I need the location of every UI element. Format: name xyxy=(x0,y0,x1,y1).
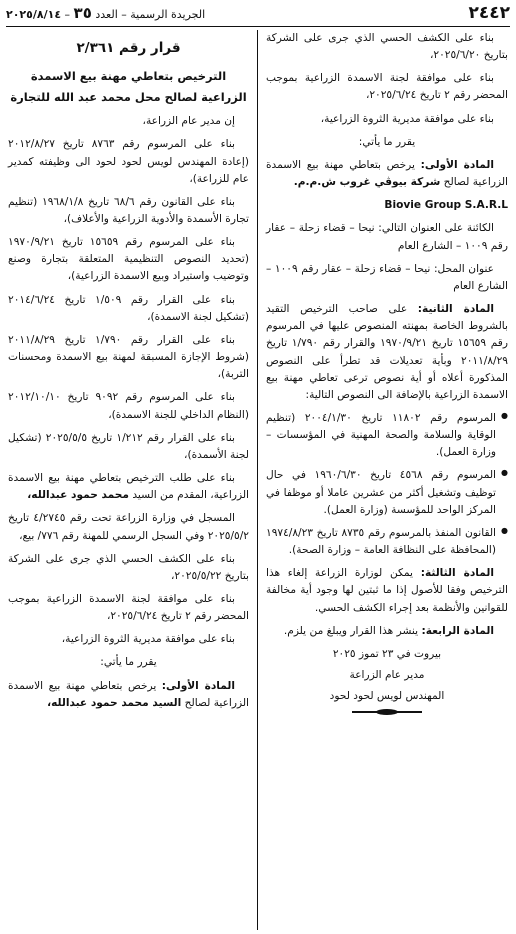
publication-line: الجريدة الرسمية – العدد ٣٥ – ٢٠٢٥/٨/١٤ xyxy=(6,4,206,22)
decides-line: يقرر ما يأتي: xyxy=(100,656,157,669)
article-1 xyxy=(266,157,508,191)
text-paragraph: بناء على القرار رقم ١/٧٩٠ تاريخ ٢٠١١/٨/٢٩ (شروط الإجازة المسبقة لمهنة بيع الاسمدة ومحسنات التربة)، xyxy=(8,333,249,381)
text-paragraph: بناء على موافقة مديرية الثروة الزراعية، xyxy=(320,112,494,125)
signature-date: بيروت في ٢٣ تموز ٢٠٢٥ xyxy=(332,647,442,660)
text-paragraph: بناء على المرسوم رقم ٩٠٩٢ تاريخ ٢٠١٢/١٠/١٠ (النظام الداخلي للجنة الاسمدة)، xyxy=(8,391,249,421)
text-paragraph: بناء على موافقة لجنة الاسمدة الزراعية بموجب المحضر رقم ٢ تاريخ ٢٠٢٥/٦/٢٤، xyxy=(266,72,508,102)
company-name: شركة بيوڤي غروب ش.م.م. xyxy=(293,176,441,189)
text-paragraph: بناء على المرسوم رقم ١٥٦٥٩ تاريخ ١٩٧٠/٩/٢١ (تحديد النصوص التنظيمية المتعلقة بتجارة وصنع وتوضيب واستيراد وبيع الاسمدة الزراعية)، xyxy=(8,236,249,283)
article-label: المادة الأولى: xyxy=(161,679,235,692)
text-paragraph: بناء على المرسوم رقم ٨٧٦٣ تاريخ ٢٠١٢/٨/٢٧ (إعادة المهندس لويس لحود لحود الى وظيفته كمدير عام للزراعة)، xyxy=(8,138,249,185)
left-column xyxy=(6,30,258,930)
list-item: ● القانون المنفذ بالمرسوم رقم ٨٧٣٥ تاريخ ١٩٧٤/٨/٢٣ (المحافظة على النظافة العامة – وزارة الصحة). xyxy=(266,525,508,559)
page-header xyxy=(6,0,510,27)
shop-address: عنوان المحل: نيحا – قضاء زحلة – عقار رقم ١٠٠٩ – الشارع العام xyxy=(266,262,508,292)
paragraph-text: بناء على طلب الترخيص بتعاطي مهنة بيع الاسمدة الزراعية، المقدم من السيد xyxy=(8,472,249,502)
text-paragraph: بناء على القرار رقم ١/٢١٢ تاريخ ٢٠٢٥/٥/٥ (تشكيل لجنة الأسمدة)، xyxy=(8,431,249,461)
article-text: يمكن لوزارة الزراعة إلغاء هذا الترخيص وفقا للأصول إذا ما ثبتين لها وجود أية مخالفة للقوانين والأنظمة بعد إجراء الكشف الحسي. xyxy=(266,567,508,614)
publication-name: الجريدة الرسمية – العدد xyxy=(95,8,206,21)
right-column xyxy=(258,30,510,930)
article-label: المادة الرابعة: xyxy=(421,624,494,637)
issue-date: ٢٠٢٥/٨/١٤ xyxy=(6,8,62,21)
signature-title: مدير عام الزراعة xyxy=(349,669,425,681)
section-divider xyxy=(352,709,422,715)
page-number: ٢٤٤٢ xyxy=(468,3,510,23)
article-2 xyxy=(266,301,508,404)
text-paragraph: بناء على القانون رقم ٦٨/٦ تاريخ ١٩٦٨/١/٨ (تنظيم تجارة الأسمدة والأدوية الزراعية والأعلاف)، xyxy=(8,195,249,226)
decides-line: يقرر ما يأتي: xyxy=(358,135,416,148)
text-paragraph: بناء على القرار رقم ١/٥٠٩ تاريخ ٢٠١٤/٦/٢٤ (تشكيل لجنة الاسمدة)، xyxy=(8,293,249,323)
article-text: يرخص بتعاطي مهنة بيع الاسمدة الزراعية لصالح xyxy=(266,158,508,189)
list-item: ● المرسوم رقم ٤٥٦٨ تاريخ ١٩٦٠/٦/٣٠ في حال توظيف وتشغيل أكثر من عشرين عاملا أو موظفا في المركز الواحد للمؤسسة (وزارة العمل). xyxy=(266,467,508,518)
intro-line: إن مدير عام الزراعة، xyxy=(142,115,235,128)
article-label: المادة الثانية: xyxy=(417,303,495,316)
article-label: المادة الثالثة: xyxy=(420,567,494,580)
article-3 xyxy=(266,565,508,616)
article-label: المادة الأولى: xyxy=(420,158,495,171)
text-paragraph: بناء على الكشف الحسي الذي جرى على الشركة بتاريخ ٢٠٢٥/٥/٢٢، xyxy=(8,552,249,582)
list-item: ● المرسوم رقم ١١٨٠٢ تاريخ ٢٠٠٤/١/٣٠ (تنظيم الوقاية والسلامة والصحة المهنية في المؤسسات – وزارة العمل). xyxy=(266,410,508,461)
text-paragraph xyxy=(8,470,249,504)
text-paragraph: بناء على الكشف الحسي الذي جرى على الشركة بتاريخ ٢٠٢٥/٦/٢٠، xyxy=(266,32,508,62)
text-paragraph: بناء على موافقة لجنة الاسمدة الزراعية بموجب المحضر رقم ٢ تاريخ ٢٠٢٥/٦/٢٤، xyxy=(8,592,249,623)
decision-subject: الترخيص بتعاطي مهنة بيع الاسمدة الزراعية لصالح محل محمد عبد الله للتجارة xyxy=(10,68,247,104)
applicant-name: محمد حمود عبدالله، xyxy=(27,489,129,502)
issue-number: ٣٥ xyxy=(73,4,92,22)
article-1 xyxy=(8,678,249,712)
beneficiary-name: السيد محمد حمود عبدالله، xyxy=(47,696,182,709)
article-4 xyxy=(266,623,508,640)
text-paragraph: المسجل في وزارة الزراعة تحت رقم ٤/٢٧٤٥ تاريخ ٢٠٢٥/٥/٢ وفي السجل الرسمي للمهنة رقم ٧٧٦/ بيع، xyxy=(8,512,249,542)
company-name-latin: Biovie Group S.A.R.L xyxy=(384,199,508,212)
signature-name: المهندس لويس لحود لحود xyxy=(329,690,445,703)
two-columns xyxy=(6,30,510,930)
text-paragraph: بناء على موافقة مديرية الثروة الزراعية، xyxy=(61,633,235,646)
company-address: الكائنة على العنوان التالي: نيحا – قضاء زحلة – عقار رقم ١٠٠٩ – الشارع العام xyxy=(266,222,508,252)
article-text: يرخص بتعاطي مهنة بيع الاسمدة الزراعية لصالح xyxy=(8,679,249,709)
article-text: ينشر هذا القرار ويبلغ من يلزم. xyxy=(283,624,419,637)
decision-title: قرار رقم ٢/٣٦١ xyxy=(76,40,181,56)
article-text: على صاحب الترخيص التقيد بالشروط الخاصة بمهنته المنصوص عليها في المرسوم رقم ١٥٦٥٩ تاريخ ١٩٧٠/٩/٢١ والقرار رقم ١/٧٩٠ تاريخ ٢٠١١/٨/٢٩ وبأية تعديلات قد تطرأ على النصوص المذكورة أعلاه أو أية نصوص ترعى تعاطي مهنة بيع الاسمدة الزراعية بالإضافة الى النصوص التالية: xyxy=(266,303,508,401)
